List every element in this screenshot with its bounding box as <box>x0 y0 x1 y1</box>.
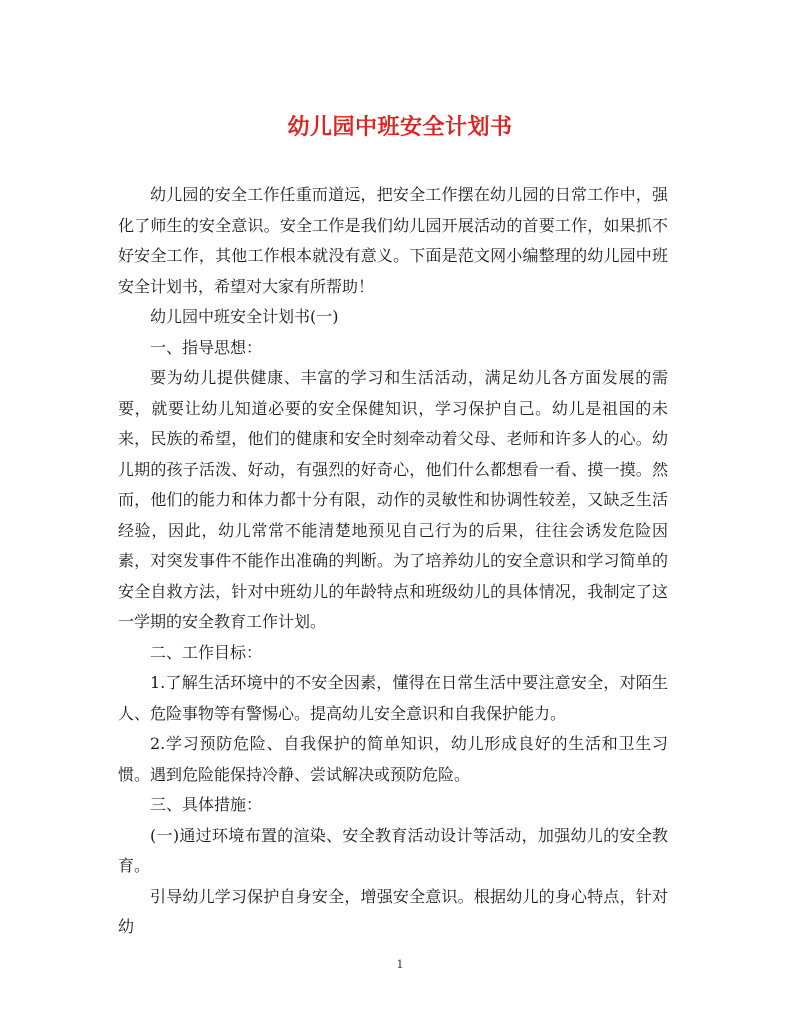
measure-paragraph: 引导幼儿学习保护自身安全，增强安全意识。根据幼儿的身心特点，针对幼 <box>118 886 668 936</box>
measure-item-1: (一)通过环境布置的渲染、安全教育活动设计等活动，加强幼儿的安全教育。 <box>118 825 668 875</box>
intro-paragraph: 幼儿园的安全工作任重而道远，把安全工作摆在幼儿园的日常工作中，强化了师生的安全意识。安全工作是我们幼儿园开展活动的首要工作，如果抓不好安全工作，其他工作根本就没有意义。下面是范文网小编整理的幼儿园中班安全计划书，希望对大家有所帮助！ <box>118 185 668 296</box>
section-heading-measures: 三、具体措施： <box>150 795 263 814</box>
section-heading-work-goals: 二、工作目标： <box>150 642 263 662</box>
section-heading-plan-one: 幼儿园中班安全计划书(一) <box>150 307 339 326</box>
document-body <box>118 180 668 943</box>
document-title: 幼儿园中班安全计划书 <box>287 114 513 140</box>
guiding-thought-paragraph: 要为幼儿提供健康、丰富的学习和生活活动，满足幼儿各方面发展的需要，就要让幼儿知道必要的安全保健知识，学习保护自己。幼儿是祖国的未来，民族的希望，他们的健康和安全时刻牵动着父母、老师和许多人的心。幼儿期的孩子活泼、好动，有强烈的好奇心，他们什么都想看一看、摸一摸。然而，他们的能力和体力都十分有限，动作的灵敏性和协调性较差，又缺乏生活经验，因此，幼儿常常不能清楚地预见自己行为的后果，往往会诱发危险因素，对突发事件不能作出准确的判断。为了培养幼儿的安全意识和学习简单的安全自救方法，针对中班幼儿的年龄特点和班级幼儿的具体情况，我制定了这一学期的安全教育工作计划。 <box>118 368 668 631</box>
work-goal-item-2: 2.学习预防危险、自我保护的简单知识，幼儿形成良好的生活和卫生习惯。遇到危险能保持冷静、尝试解决或预防危险。 <box>118 734 668 784</box>
section-heading-guiding-thought: 一、指导思想： <box>150 337 263 357</box>
work-goal-item-1: 1.了解生活环境中的不安全因素，懂得在日常生活中要注意安全，对陌生人、危险事物等有警惕心。提高幼儿安全意识和自我保护能力。 <box>118 673 668 723</box>
page-number: 1 <box>396 958 404 971</box>
